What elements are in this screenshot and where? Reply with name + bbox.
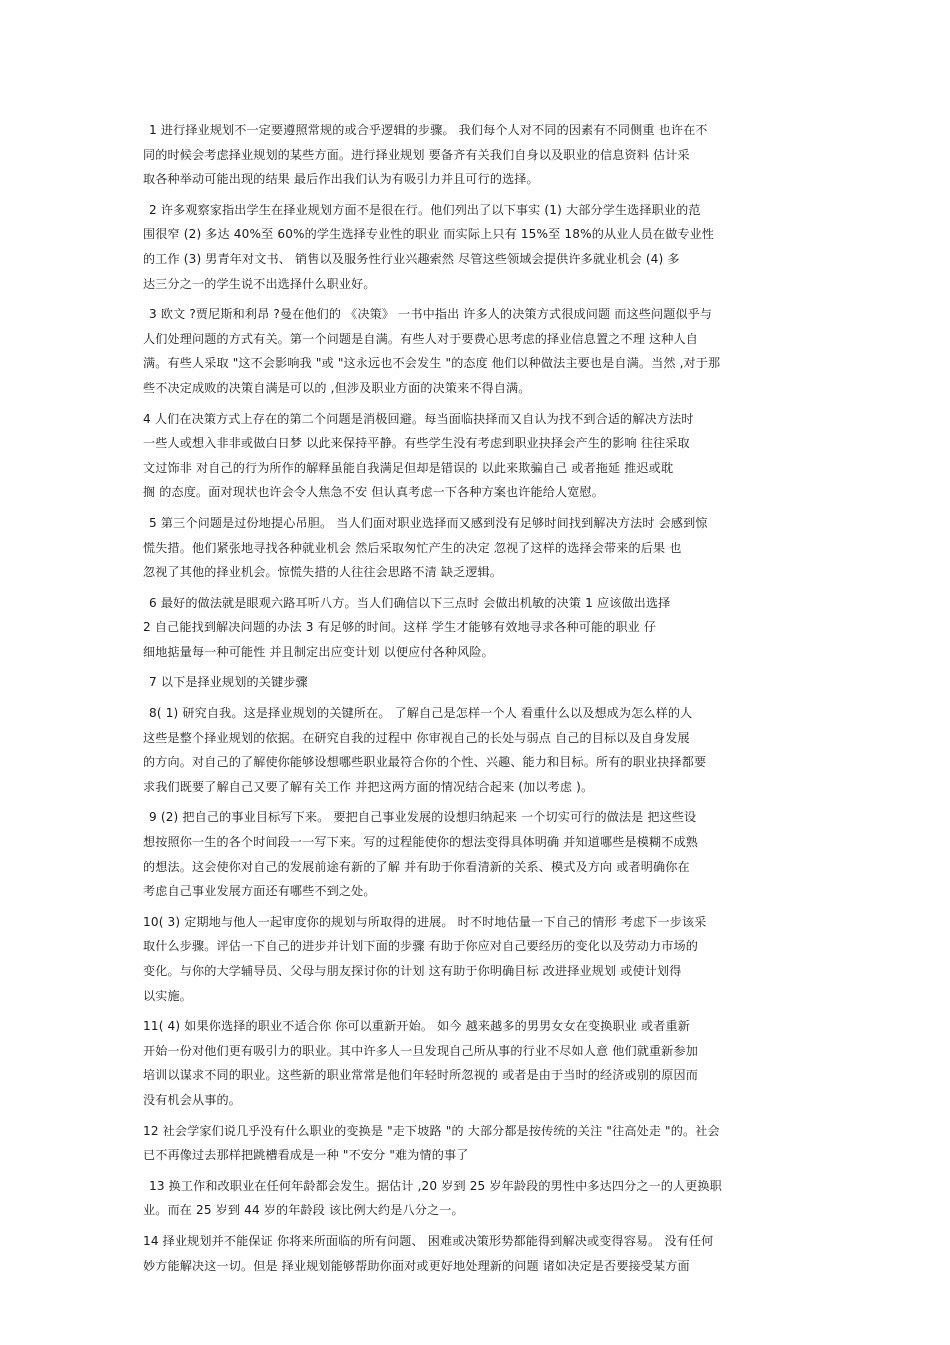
paragraph-line: 搁 的态度。面对现状也许会令人焦急不安 但认真考虑一下各种方案也许能给人宽慰。 (143, 485, 605, 500)
paragraph-line: 已不再像过去那样把跳槽看成是一种 "不安分 "难为情的事了 (143, 1148, 469, 1163)
paragraph-line: 13 换工作和改职业在任何年龄都会发生。据估计 ,20 岁到 25 岁年龄段的男性中多达四分之一的人更换职 (149, 1178, 723, 1193)
paragraph-line: 妙方能解决这一切。但是 择业规划能够帮助你面对或更好地处理新的问题 诸如决定是否要接受某方面 (143, 1258, 690, 1273)
paragraph-line: 业。而在 25 岁到 44 岁的年龄段 该比例大约是八分之一。 (143, 1203, 464, 1218)
paragraph-11 (143, 1014, 807, 1112)
document-body (143, 118, 807, 1284)
paragraph-line: 的工作 (3) 男青年对文书、 销售以及服务性行业兴趣索然 尽管这些领域会提供许多就业机会 (4) 多 (143, 251, 680, 266)
paragraph-line: 2 自己能找到解决问题的办法 3 有足够的时间。这样 学生才能够有效地寻求各种可能的职业 仔 (143, 620, 657, 635)
paragraph-line: 求我们既要了解自己又要了解有关工作 并把这两方面的情况结合起来 (加以考虑 )。 (143, 779, 594, 794)
paragraph-5 (143, 511, 807, 585)
paragraph-2 (143, 198, 807, 296)
paragraph-line: 以实施。 (143, 988, 192, 1003)
paragraph-line: 考虑自己事业发展方面还有哪些不到之处。 (143, 884, 376, 899)
paragraph-1 (143, 118, 807, 192)
paragraph-6 (143, 591, 807, 665)
paragraph-line: 培训以谋求不同的职业。这些新的职业常常是他们年轻时所忽视的 或者是由于当时的经济或别的原因而 (143, 1068, 698, 1083)
paragraph-line: 2 许多观察家指出学生在择业规划方面不是很在行。他们列出了以下事实 (1) 大部分学生选择职业的范 (149, 202, 701, 217)
paragraph-14 (143, 1229, 807, 1278)
paragraph-4 (143, 407, 807, 505)
paragraph-line: 1 进行择业规划不一定要遵照常规的或合乎逻辑的步骤。 我们每个人对不同的因素有不同侧重 也许在不 (149, 123, 708, 137)
paragraph-line: 些不决定成败的决策自满是可以的 ,但涉及职业方面的决策来不得自满。 (143, 380, 531, 395)
paragraph-line: 8( 1) 研究自我。这是择业规划的关键所在。 了解自己是怎样一个人 看重什么以及想成为怎么样的人 (149, 706, 693, 721)
paragraph-13 (143, 1174, 807, 1223)
paragraph-line: 取各种举动可能出现的结果 最后作出我们认为有吸引力并且可行的选择。 (143, 172, 539, 187)
paragraph-line: 想按照你一生的各个时间段一一写下来。写的过程能使你的想法变得具体明确 并知道哪些是模糊不成熟 (143, 835, 698, 850)
paragraph-line: 没有机会从事的。 (143, 1092, 241, 1107)
paragraph-line: 14 择业规划并不能保证 你将来所面临的所有问题、 困难或决策形势都能得到解决或变得容易。 没有任何 (143, 1233, 714, 1248)
paragraph-line: 同的时候会考虑择业规划的某些方面。进行择业规划 要备齐有关我们自身以及职业的信息资料 估计采 (143, 147, 690, 162)
paragraph-line: 3 欧文 ?贾尼斯和利昂 ?曼在他们的 《决策》 一书中指出 许多人的决策方式很成问题 而这些问题似乎与 (149, 307, 713, 322)
paragraph-3 (143, 302, 807, 400)
paragraph-line: 达三分之一的学生说不出选择什么职业好。 (143, 276, 376, 291)
paragraph-12 (143, 1119, 807, 1168)
paragraph-line: 的想法。这会使你对自己的发展前途有新的了解 并有助于你看清新的关系、模式及方向 或者明确你在 (143, 859, 690, 874)
paragraph-line: 人们处理问题的方式有关。第一个问题是自满。有些人对于要费心思考虑的择业信息置之不理 这种人自 (143, 331, 698, 346)
paragraph-line: 10( 3) 定期地与他人一起审度你的规划与所取得的进展。 时不时地估量一下自己的情形 考虑下一步该采 (143, 914, 707, 929)
paragraph-line: 开始一份对他们更有吸引力的职业。其中许多人一旦发现自己所从事的行业不尽如人意 他们就重新参加 (143, 1043, 698, 1058)
paragraph-line: 慌失措。他们紧张地寻找各种就业机会 然后采取匆忙产生的决定 忽视了这样的选择会带来的后果 也 (143, 540, 682, 555)
paragraph-line: 的方向。对自己的了解使你能够设想哪些职业最符合你的个性、兴趣、能力和目标。所有的职业抉择都要 (143, 755, 707, 770)
paragraph-line: 围很窄 (2) 多达 40%至 60%的学生选择专业性的职业 而实际上只有 15%至 18%的从业人员在做专业性 (143, 227, 715, 242)
paragraph-7 (143, 670, 807, 695)
paragraph-line: 5 第三个问题是过份地提心吊胆。 当人们面对职业选择而又感到没有足够时间找到解决方法时 会感到惊 (149, 515, 708, 530)
paragraph-10 (143, 910, 807, 1008)
paragraph-line: 12 社会学家们说几乎没有什么职业的变换是 "走下坡路 "的 大部分都是按传统的关注 "往高处走 "的。社会 (143, 1123, 720, 1138)
paragraph-line: 4 人们在决策方式上存在的第二个问题是消极回避。每当面临抉择而又自认为找不到合适的解决方法时 (143, 411, 694, 426)
paragraph-line: 文过饰非 对自己的行为所作的解释虽能自我满足但却是错误的 以此来欺骗自己 或者拖延 推迟或耽 (143, 460, 674, 475)
paragraph-line: 满。有些人采取 "这不会影响我 "或 "这永远也不会发生 "的态度 他们以种做法主要也是自满。当然 ,对于那 (143, 356, 721, 371)
paragraph-line: 这些是整个择业规划的依据。在研究自我的过程中 你审视自己的长处与弱点 自己的目标以及自身发展 (143, 730, 690, 745)
paragraph-line: 11( 4) 如果你选择的职业不适合你 你可以重新开始。 如今 越来越多的男男女女在变换职业 或者重新 (143, 1019, 690, 1034)
paragraph-line: 一些人或想入非非或做白日梦 以此来保持平静。有些学生没有考虑到职业抉择会产生的影响 往往采取 (143, 436, 690, 451)
paragraph-line: 变化。与你的大学辅导员、父母与朋友探讨你的计划 这有助于你明确目标 改进择业规划 或使计划得 (143, 964, 682, 978)
paragraph-line: 忽视了其他的择业机会。惊慌失措的人往往会思路不清 缺乏逻辑。 (143, 565, 503, 580)
paragraph-line: 取什么步骤。评估一下自己的进步并计划下面的步骤 有助于你应对自己要经历的变化以及劳动力市场的 (143, 939, 698, 954)
paragraph-line: 7 以下是择业规划的关键步骤 (149, 675, 308, 690)
paragraph-line: 9 (2) 把自己的事业目标写下来。 要把自己事业发展的设想归纳起来 一个切实可行的做法是 把这些设 (149, 810, 697, 825)
paragraph-line: 细地掂量每一种可能性 并且制定出应变计划 以便应付各种风险。 (143, 644, 494, 659)
paragraph-8 (143, 701, 807, 799)
paragraph-9 (143, 805, 807, 903)
paragraph-line: 6 最好的做法就是眼观六路耳听八方。当人们确信以下三点时 会做出机敏的决策 1 应该做出选择 (149, 595, 671, 610)
